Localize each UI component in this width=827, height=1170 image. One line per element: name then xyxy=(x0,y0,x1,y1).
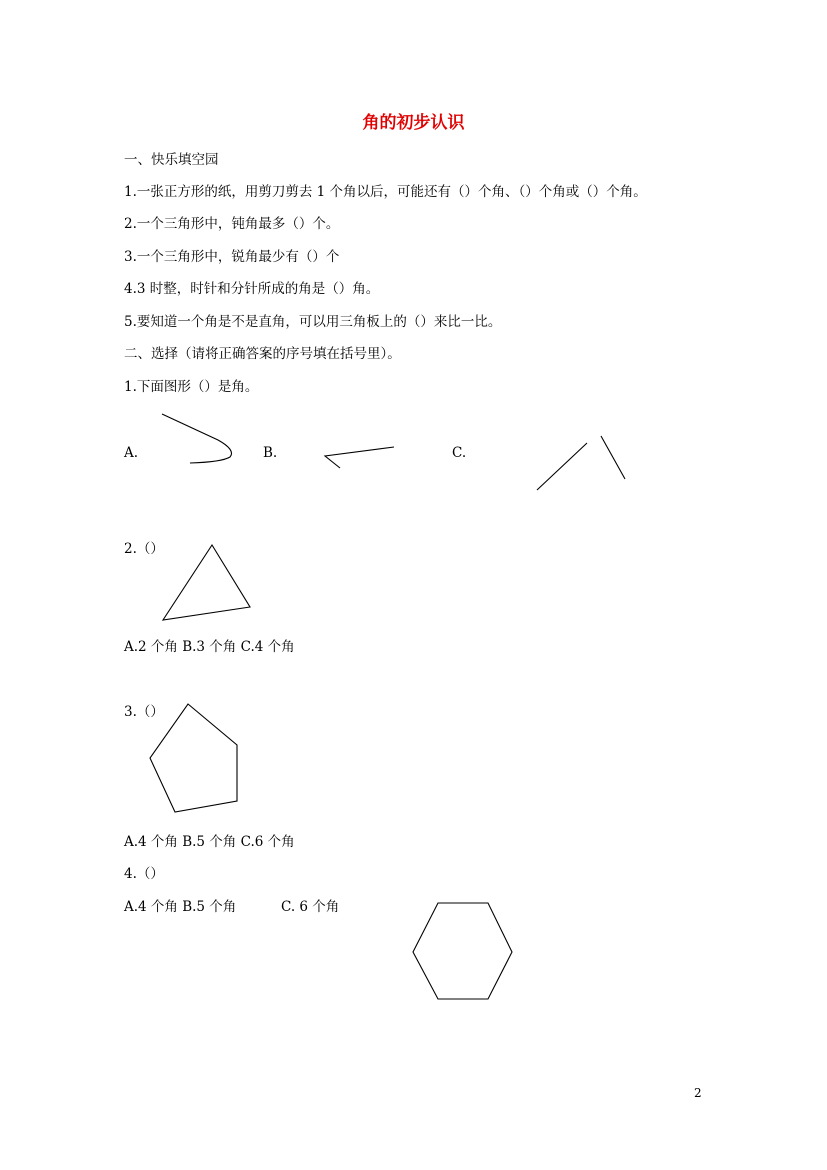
section-1-heading: 一、快乐填空园 xyxy=(124,152,219,168)
choice-question-3-stem: 3.（） xyxy=(124,704,164,720)
pentagon-figure xyxy=(150,704,237,812)
choice-question-1-option-b: B. xyxy=(263,445,278,461)
fill-question-1: 1.一张正方形的纸，用剪刀剪去 1 个角以后，可能还有（）个角、（）个角或（）个角。 xyxy=(124,184,647,200)
fill-question-2: 2.一个三角形中，钝角最多（）个。 xyxy=(124,216,340,232)
section-2-heading: 二、选择（请将正确答案的序号填在括号里）。 xyxy=(124,346,401,362)
choice-question-1-option-c: C. xyxy=(452,445,467,461)
page-title: 角的初步认识 xyxy=(362,113,465,133)
choice-question-4-option-c: C. 6 个角 xyxy=(281,899,340,915)
option-b-angle-figure xyxy=(325,447,394,468)
fill-question-4: 4.3 时整，时针和分针所成的角是（）角。 xyxy=(124,281,380,297)
choice-question-2-options: A.2 个角 B.3 个角 C.4 个角 xyxy=(124,639,295,655)
fill-question-5: 5.要知道一个角是不是直角，可以用三角板上的（）来比一比。 xyxy=(124,314,502,330)
hexagon-figure xyxy=(413,903,512,999)
page-number: 2 xyxy=(694,1086,702,1100)
choice-question-1-option-a: A. xyxy=(124,445,139,461)
choice-question-4-options-ab: A.4 个角 B.5 个角 xyxy=(124,899,237,915)
option-a-curved-figure xyxy=(162,414,232,463)
option-c-open-lines-figure xyxy=(537,436,625,490)
choice-question-2-stem: 2.（） xyxy=(124,541,164,557)
choice-question-1-stem: 1.下面图形（）是角。 xyxy=(124,379,259,395)
fill-question-3: 3.一个三角形中，锐角最少有（）个 xyxy=(124,249,340,265)
triangle-figure xyxy=(163,545,250,620)
choice-question-4-stem: 4.（） xyxy=(124,866,164,882)
choice-question-3-options: A.4 个角 B.5 个角 C.6 个角 xyxy=(124,834,295,850)
